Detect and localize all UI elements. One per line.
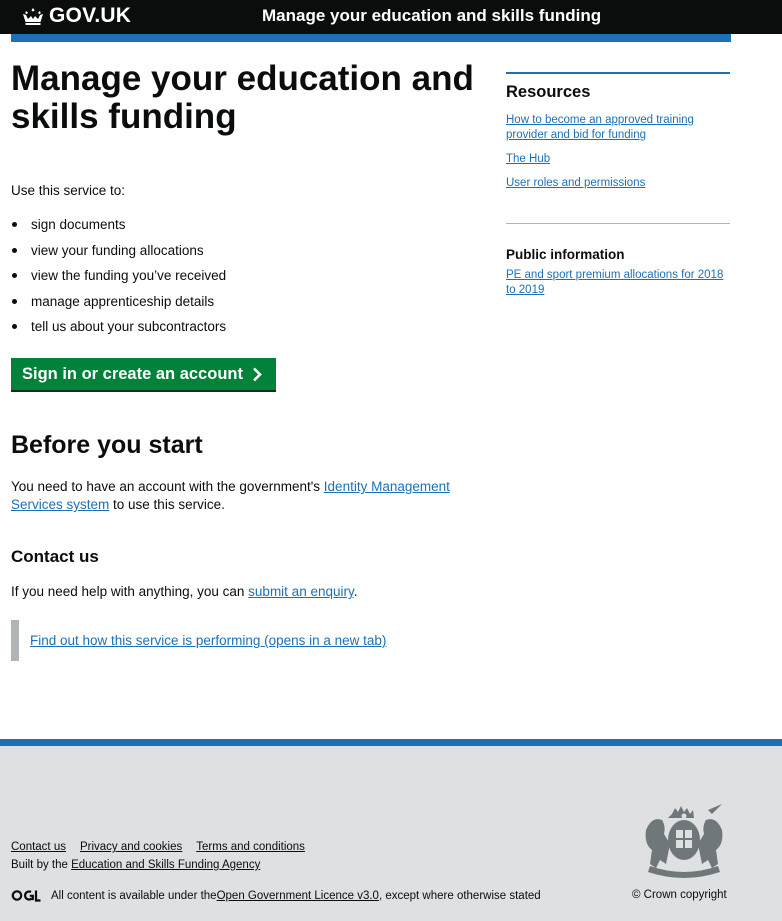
list-item: view your funding allocations bbox=[11, 242, 226, 268]
list-item: view the funding you’ve received bbox=[11, 267, 226, 293]
sidebar-divider bbox=[506, 223, 730, 224]
service-performance-link[interactable]: Find out how this service is performing (opens in a new tab) bbox=[30, 633, 387, 648]
govuk-logo-text: GOV.UK bbox=[49, 4, 132, 27]
ogl-licence-link[interactable]: Open Government Licence v3.0 bbox=[216, 889, 379, 902]
before-you-start-text: You need to have an account with the government's Identity Management Services system to use this service. bbox=[11, 479, 450, 512]
public-information-heading: Public information bbox=[506, 247, 625, 262]
pe-sport-premium-link[interactable]: PE and sport premium allocations for 2018 to 2019 bbox=[506, 269, 724, 296]
performance-inset bbox=[11, 620, 471, 661]
resource-link-user-roles[interactable]: User roles and permissions bbox=[506, 177, 646, 189]
intro-text: Use this service to: bbox=[11, 183, 126, 198]
built-by-text: Built by the Education and Skills Funding Agency bbox=[11, 859, 261, 871]
service-name-link[interactable]: Manage your education and skills funding bbox=[262, 6, 602, 25]
govuk-logo-link[interactable] bbox=[22, 4, 131, 28]
page-title: Manage your education and skills funding bbox=[11, 59, 474, 136]
footer-link-contact[interactable]: Contact us bbox=[11, 841, 66, 853]
footer-link-terms[interactable]: Terms and conditions bbox=[196, 841, 305, 853]
licence-row: All content is available under the Open Government Licence v3.0 , except where otherwise stated bbox=[11, 889, 541, 902]
contact-us-text: If you need help with anything, you can submit an enquiry. bbox=[11, 584, 358, 599]
site-footer bbox=[0, 746, 782, 921]
chevron-right-icon bbox=[252, 367, 262, 382]
sign-in-button-label: Sign in or create an account bbox=[22, 364, 243, 383]
footer-blue-bar bbox=[0, 739, 782, 746]
list-item: manage apprenticeship details bbox=[11, 293, 226, 319]
resource-link-training-provider[interactable]: How to become an approved training provider and bid for funding bbox=[506, 114, 694, 141]
resource-link-the-hub[interactable]: The Hub bbox=[506, 153, 551, 165]
sign-in-button[interactable] bbox=[11, 358, 276, 390]
identity-management-link[interactable]: Identity Management Services system bbox=[11, 479, 450, 512]
esfa-link[interactable]: Education and Skills Funding Agency bbox=[71, 859, 261, 871]
footer-link-privacy[interactable]: Privacy and cookies bbox=[79, 841, 183, 853]
list-item: sign documents bbox=[11, 216, 226, 242]
submit-enquiry-link[interactable]: submit an enquiry bbox=[248, 584, 354, 599]
contact-us-heading: Contact us bbox=[11, 547, 99, 566]
footer-links bbox=[11, 841, 305, 853]
header-blue-bar bbox=[11, 34, 731, 42]
crown-copyright: © Crown copyright bbox=[632, 889, 727, 901]
before-you-start-heading: Before you start bbox=[11, 431, 203, 459]
ogl-icon bbox=[11, 889, 41, 902]
sidebar-top-rule bbox=[506, 72, 730, 74]
site-header bbox=[0, 0, 782, 34]
crown-icon bbox=[22, 6, 44, 26]
resources-heading: Resources bbox=[506, 83, 591, 101]
task-list bbox=[11, 216, 226, 344]
list-item: tell us about your subcontractors bbox=[11, 318, 226, 344]
royal-crest-icon bbox=[636, 800, 732, 880]
